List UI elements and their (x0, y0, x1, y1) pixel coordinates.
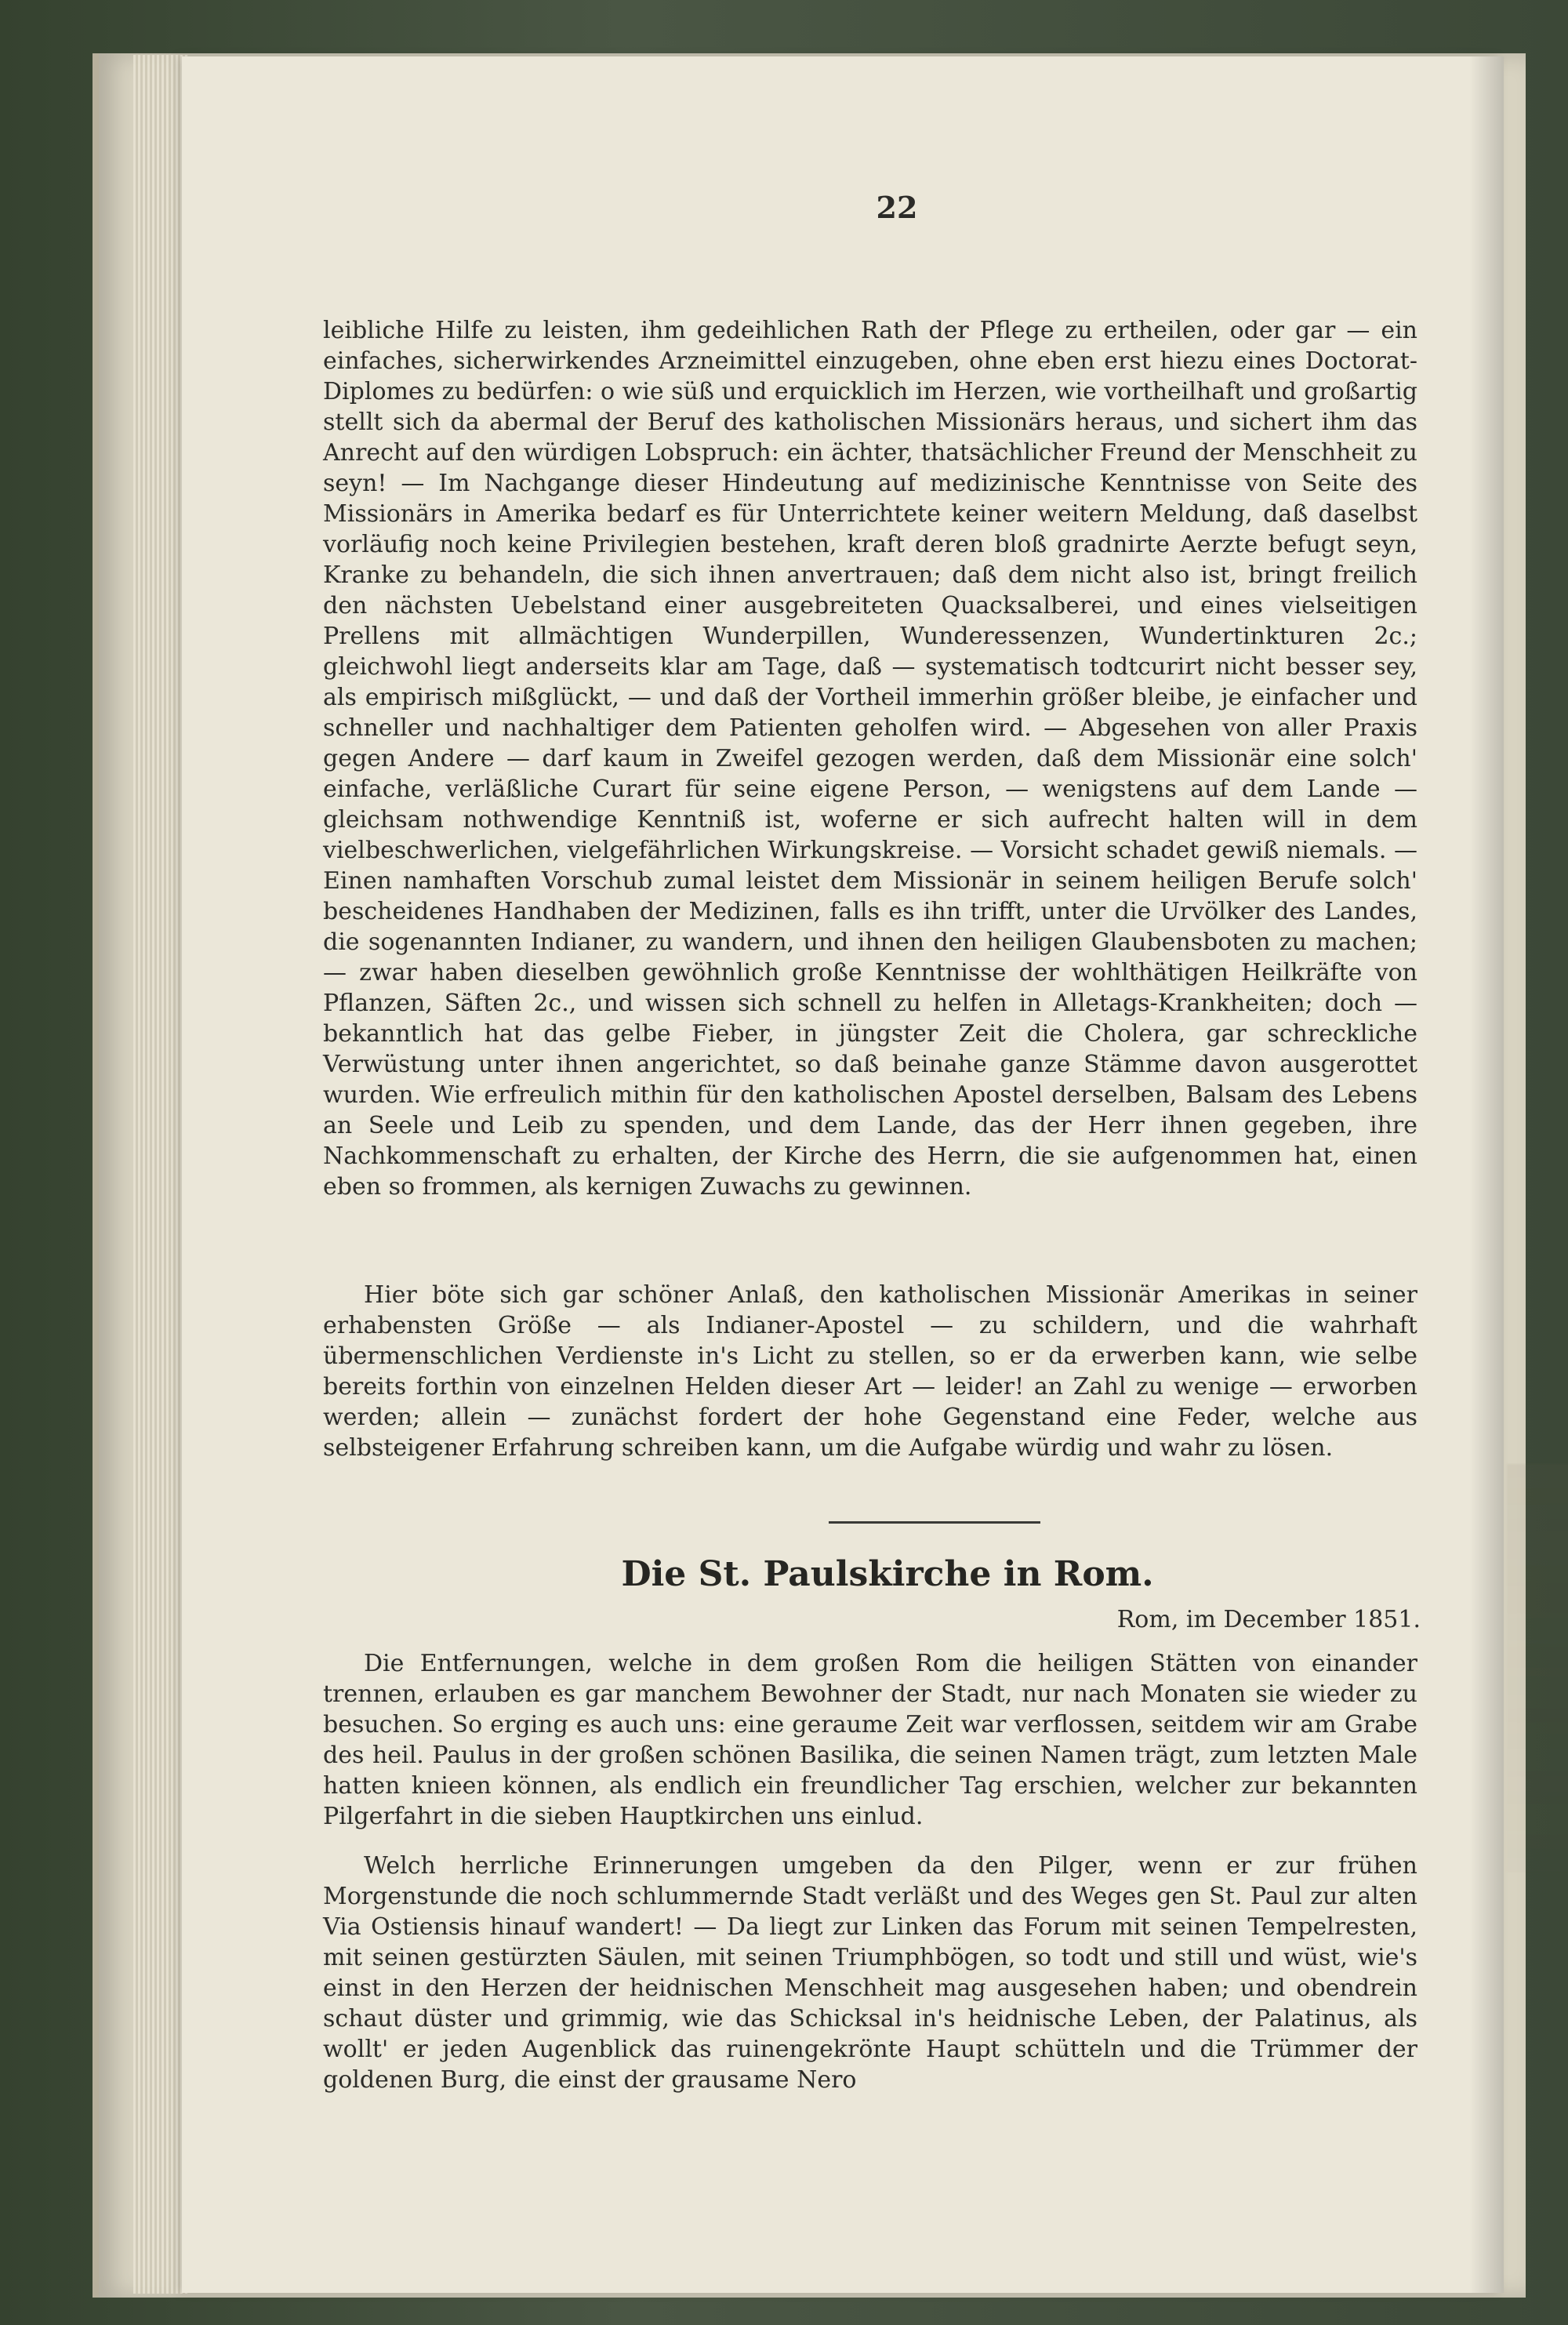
page-edge (133, 55, 188, 2294)
book-page (182, 56, 1504, 2293)
article-dateline: Rom, im December 1851. (1116, 1606, 1421, 1633)
section-divider (829, 1521, 1040, 1524)
paragraph-1: leibliche Hilfe zu leisten, ihm gedeihlichen Rath der Pflege zu ertheilen, oder gar — ein einfaches, sicherwirkendes Arzneimittel einzugeben, ohne eben erst hiezu eines Doctorat-Diplomes zu bedürfen: o wie süß und erquicklich im Herzen, wie vortheilhaft und großartig stellt sich da abermal der Beruf des katholischen Missionärs heraus, und sichert ihm das Anrecht auf den würdigen Lobspruch: ein ächter, thatsächlicher Freund der Menschheit zu seyn! — Im Nachgange dieser Hindeutung auf medizinische Kenntnisse von Seite des Missionärs in Amerika bedarf es für Unterrichtete keiner weitern Meldung, daß daselbst vorläufig noch keine Privilegien bestehen, kraft deren bloß gradnirte Aerzte befugt seyn, Kranke zu behandeln, die sich ihnen anvertrauen; daß dem nicht also ist, bringt freilich den nächsten Uebelstand einer ausgebreiteten Quacksalberei, und eines vielseitigen Prellens mit allmächtigen Wunderpillen, Wunderessenzen, Wundertinkturen 2c.; gleichwohl liegt anderseits klar am Tage, daß — systematisch todtcurirt nicht besser sey, als empirisch mißglückt, — und daß der Vortheil immerhin größer bleibe, je einfacher und schneller und nachhaltiger dem Patienten geholfen wird. — Abgesehen von aller Praxis gegen Andere — darf kaum in Zweifel gezogen werden, daß dem Missionär eine solch' einfache, verläßliche Curart für seine eigene Person, — wenigstens auf dem Lande — gleichsam nothwendige Kenntniß ist, woferne er sich aufrecht halten will in dem vielbeschwerlichen, vielgefährlichen Wirkungskreise. — Vorsicht schadet gewiß niemals. — Einen namhaften Vorschub zumal leistet dem Missionär in seinem heiligen Berufe solch' bescheidenes Handhaben der Medizinen, falls es ihn trifft, unter die Urvölker des Landes, die sogenannten Indianer, zu wandern, und ihnen den heiligen Glaubensboten zu machen; — zwar haben dieselben gewöhnlich große Kenntnisse der wohlthätigen Heilkräfte von Pflanzen, Säften 2c., und wissen sich schnell zu helfen in Alletags-Krankheiten; doch — bekanntlich hat das gelbe Fieber, in jüngster Zeit die Cholera, gar schreckliche Verwüstung unter ihnen angerichtet, so daß beinahe ganze Stämme davon ausgerottet wurden. Wie erfreulich mithin für den katholischen Apostel derselben, Balsam des Lebens an Seele und Leib zu spenden, und dem Lande, das der Herr ihnen gegeben, ihre Nachkommenschaft zu erhalten, der Kirche des Herrn, die sie aufgenommen hat, einen eben so frommen, als kernigen Zuwachs zu gewinnen. (323, 317, 1417, 1201)
article-paragraph-2: Welch herrliche Erinnerungen umgeben da den Pilger, wenn er zur frühen Morgenstunde die noch schlummernde Stadt verläßt und des Weges gen St. Paul zur alten Via Ostiensis hinauf wandert! — Da liegt zur Linken das Forum mit seinen Tempelresten, mit seinen gestürzten Säulen, mit seinen Triumphbögen, so todt und still und wüst, wie's einst in den Herzen der heidnischen Menschheit mag ausgesehen haben; und obendrein schaut düster und grimmig, wie das Schicksal in's heidnische Leben, der Palatinus, als wollt' er jeden Augenblick das ruinengekrönte Haupt schütteln und die Trümmer der goldenen Burg, die einst der grausame Nero (323, 1852, 1417, 2094)
article-title: Die St. Paulskirche in Rom. (621, 1554, 1154, 1594)
page-number: 22 (876, 190, 918, 225)
show-through (1507, 1464, 1568, 1872)
paragraph-2: Hier böte sich gar schöner Anlaß, den katholischen Missionär Amerikas in seiner erhabensten Größe — als Indianer-Apostel — zu schildern, und die wahrhaft übermenschlichen Verdienste in's Licht zu stellen, so er da erwerben kann, wie selbe bereits forthin von einzelnen Helden dieser Art — leider! an Zahl zu wenige — erworben werden; allein — zunächst fordert der hohe Gegenstand eine Feder, welche aus selbsteigener Erfahrung schreiben kann, um die Aufgabe würdig und wahr zu lösen. (323, 1281, 1417, 1462)
article-paragraph-1: Die Entfernungen, welche in dem großen Rom die heiligen Stätten von einander trennen, erlauben es gar manchem Bewohner der Stadt, nur nach Monaten sie wieder zu besuchen. So erging es auch uns: eine geraume Zeit war verflossen, seitdem wir am Grabe des heil. Paulus in der großen schönen Basilika, die seinen Namen trägt, zum letzten Male hatten knieen können, als endlich ein freundlicher Tag erschien, welcher zur bekannten Pilgerfahrt in die sieben Hauptkirchen uns einlud. (323, 1650, 1417, 1830)
page-shadow (1469, 56, 1504, 2293)
